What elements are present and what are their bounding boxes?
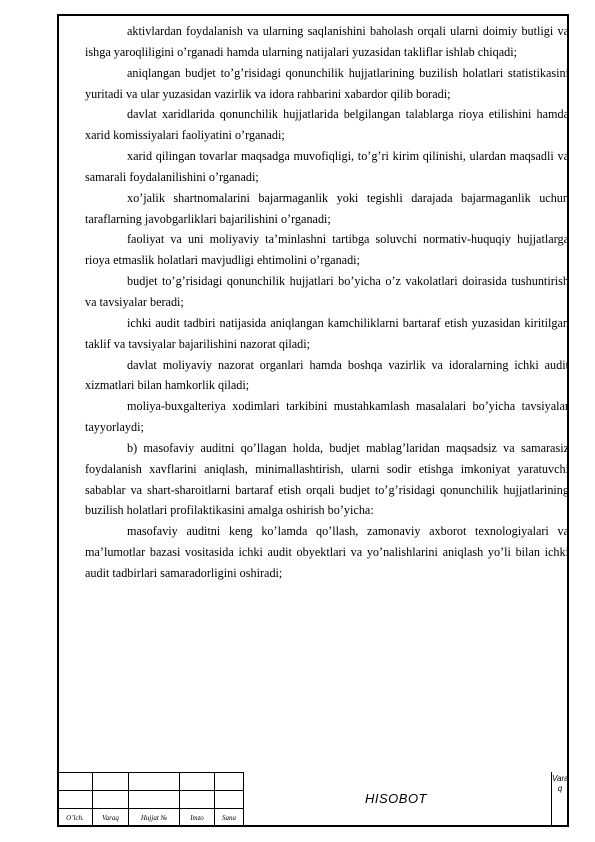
paragraph: faoliyat va uni moliyaviy ta’minlashni tartibga soluvchi normativ-huquqiy hujjatlarga rioya etmaslik holatlari mavjudligi ehtimolini o’rganadi; xyxy=(85,232,569,268)
paragraph: b) masofaviy auditni qo’llagan holda, budjet mablag’laridan maqsadsiz va samarasiz foydalanish xavflarini aniqlash, minimallashtirish, ularni sodir etishga imkoniyat yaratuvchi sabablar va shart-sharoitlarni bartaraf etish orqali budjet to’g’risidagi qonunchilik hujjatlarining buzilish holatlari profilaktikasini amalga oshirish bo’yicha: xyxy=(85,440,569,518)
document-body xyxy=(85,21,569,584)
paragraph: moliya-buxgalteriya xodimlari tarkibini mustahkamlash masalalari bo’yicha tavsiyalar tayyorlaydi; xyxy=(85,399,569,435)
paragraph: ichki audit tadbiri natijasida aniqlangan kamchiliklarni bartaraf etish yuzasidan kiritilgan taklif va tavsiyalar bajarilishini nazorat qiladi; xyxy=(85,315,569,351)
paragraph: aniqlangan budjet to’g’risidagi qonunchilik hujjatlarining buzilish holatlari statistikasini yuritadi va ular yuzasidan vazirlik va idora rahbarini xabardor qilib boradi; xyxy=(85,65,569,101)
stamp-label-varaq: Varaq xyxy=(93,809,129,827)
stamp-label-sana: Sana xyxy=(215,809,244,827)
title-block-grid xyxy=(57,772,244,827)
document-title: HISOBOT xyxy=(364,791,427,806)
title-block xyxy=(57,772,569,827)
sheet-label xyxy=(551,772,568,825)
paragraph: xarid qilingan tovarlar maqsadga muvofiqligi, to’g’ri kirim qilinishi, ulardan maqsadli va samarali foydalanilishini o’rganadi; xyxy=(85,149,569,184)
paragraph: budjet to’g’risidagi qonunchilik hujjatlari bo’yicha o’z vakolatlari doirasida tushuntirish va tavsiyalar beradi; xyxy=(85,274,569,309)
stamp-label-olch: O’lch. xyxy=(58,809,93,827)
stamp-label-imzo: Imzo xyxy=(180,809,215,827)
paragraph: davlat moliyaviy nazorat organlari hamda boshqa vazirlik va idoralarning ichki audit xizmatlari bilan hamkorlik qiladi; xyxy=(85,357,569,393)
paragraph: davlat xaridlarida qonunchilik hujjatlarida belgilangan talablarga rioya etilishini hamda xarid komissiyalari faoliyatini o’rganadi; xyxy=(85,107,569,143)
stamp-label-hujjat: Hujjat № xyxy=(129,809,180,827)
sheet-label-text: Vara q xyxy=(552,774,569,793)
paragraph: masofaviy auditni keng ko’lamda qo’llash, zamonaviy axborot texnologiyalari va ma’lumotlar bazasi vositasida ichki audit obyektlari va yo’nalishlarini aniqlash yo’li bilan ichki audit tadbirlari samaradorligini oshiradi; xyxy=(85,524,569,580)
paragraph: xo’jalik shartnomalarini bajarmaganlik yoki tegishli darajada bajarmaganlik uchun taraflarning javobgarliklari bajarilishini o’rganadi; xyxy=(85,190,569,226)
paragraph: aktivlardan foydalanish va ularning saqlanishini baholash orqali ularni doimiy butligi va ishga yaroqliligini o’rganadi hamda ularning natijalari yuzasidan takliflar ishlab chiqadi; xyxy=(85,24,569,59)
